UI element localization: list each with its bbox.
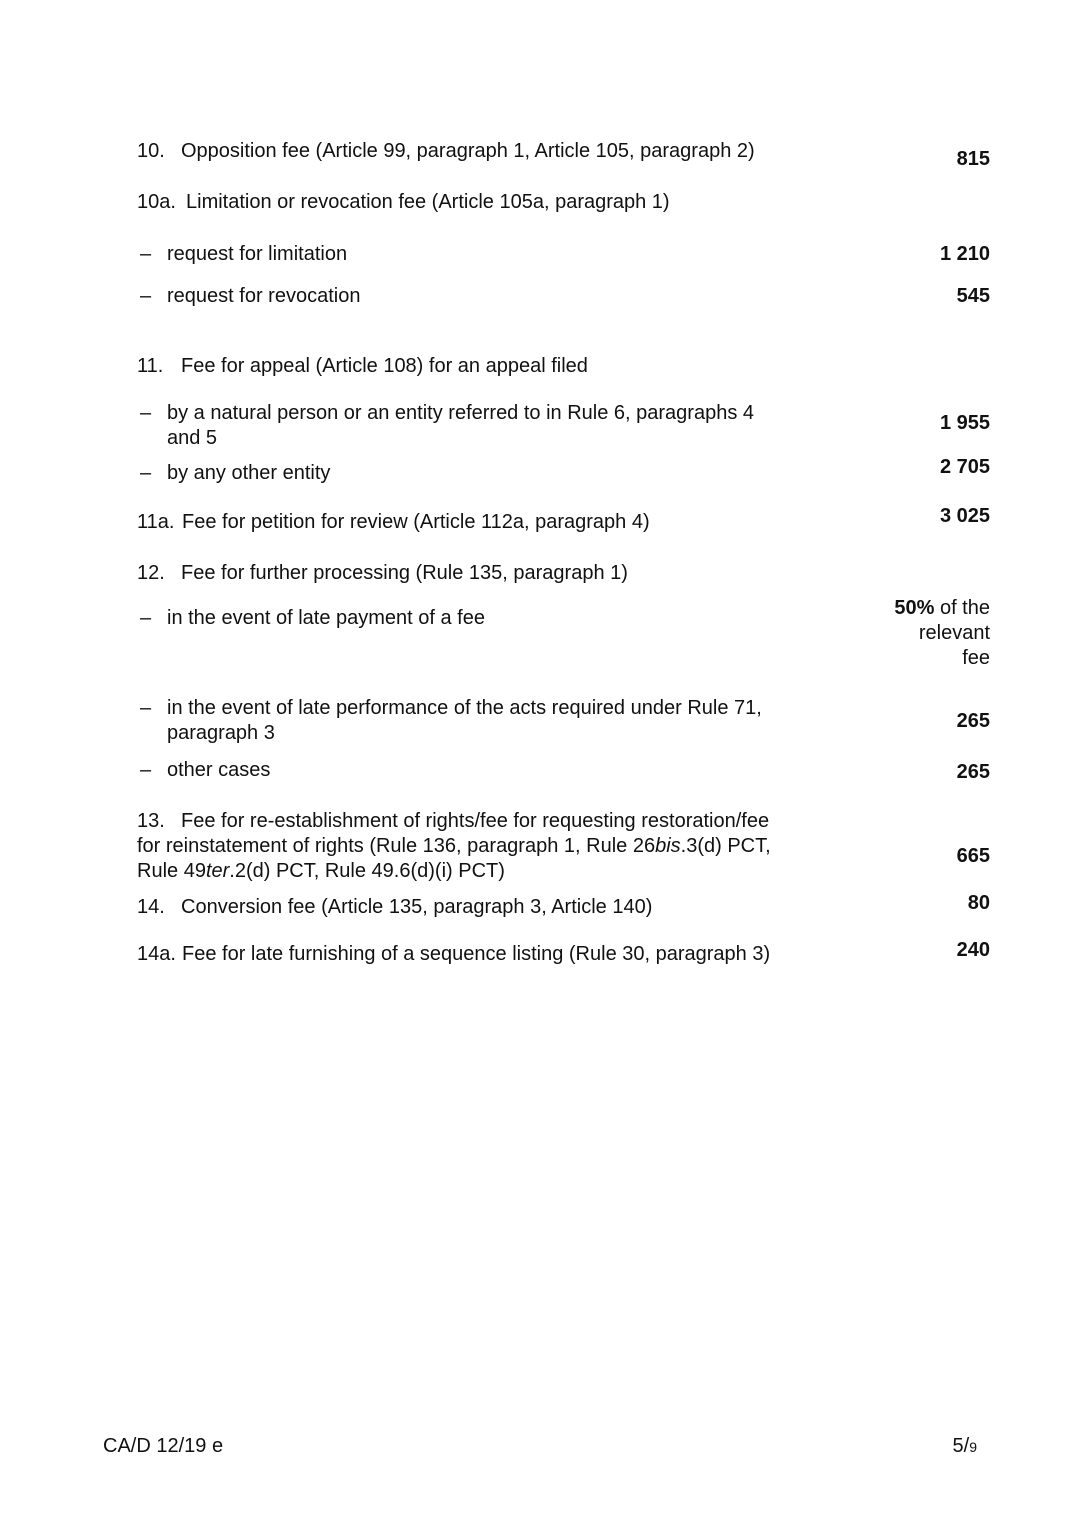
section-12-heading <box>137 561 628 586</box>
section-number: 13. <box>137 810 165 832</box>
section-number: 11. <box>137 355 164 377</box>
section-text: Limitation or revocation fee (Article 105a, paragraph 1) <box>186 191 670 213</box>
list-item-amount: 265 <box>956 761 990 783</box>
list-item-amount: 1 210 <box>939 243 990 265</box>
section-10-amount: 815 <box>956 148 990 170</box>
section-11a-heading <box>137 510 650 535</box>
list-dash: – <box>140 285 152 307</box>
italic-text: bis <box>655 835 681 857</box>
text-part: Rule 49 <box>137 860 206 882</box>
list-dash: – <box>140 243 152 265</box>
section-number: 10a. <box>137 191 176 213</box>
section-number: 10. <box>137 140 165 162</box>
percentage-value: 50% <box>894 597 935 619</box>
section-text: Fee for re-establishment of rights/fee for requesting restoration/fee <box>181 810 770 832</box>
section-14-amount: 80 <box>967 892 990 914</box>
text-part: .3(d) PCT, <box>680 835 771 857</box>
document-reference: CA/D 12/19 e <box>103 1435 224 1457</box>
list-item-text-continued: and 5 <box>167 427 218 449</box>
section-10-heading <box>137 139 755 164</box>
section-10a-heading <box>137 190 670 215</box>
list-item-amount: 265 <box>956 710 990 732</box>
percentage-text: relevant <box>918 622 990 644</box>
section-11-heading <box>137 354 588 379</box>
section-13-text-line2 <box>137 834 771 859</box>
section-text: Fee for petition for review (Article 112a, paragraph 4) <box>182 511 650 533</box>
list-item-amount: 2 705 <box>939 456 990 478</box>
section-number: 14a. <box>137 943 176 965</box>
section-11a-amount: 3 025 <box>939 505 990 527</box>
page-current: 5/ <box>952 1435 970 1457</box>
text-part: .2(d) PCT, Rule 49.6(d)(i) PCT) <box>229 860 505 882</box>
section-number: 14. <box>137 896 165 918</box>
percentage-text: of the <box>934 597 990 619</box>
section-text: Fee for appeal (Article 108) for an appeal filed <box>181 355 588 377</box>
page-number <box>953 1434 977 1460</box>
section-14a-amount: 240 <box>956 939 990 961</box>
list-item-amount-percentage <box>894 596 990 671</box>
list-dash: – <box>140 402 152 424</box>
list-item-amount: 545 <box>956 285 990 307</box>
list-dash: – <box>140 697 152 719</box>
page-total: 9 <box>969 1439 977 1455</box>
section-text: Conversion fee (Article 135, paragraph 3, Article 140) <box>181 896 653 918</box>
list-dash: – <box>140 607 152 629</box>
section-text: Opposition fee (Article 99, paragraph 1, Article 105, paragraph 2) <box>181 140 755 162</box>
section-number: 12. <box>137 562 165 584</box>
section-13-text-line3 <box>137 859 505 884</box>
list-dash: – <box>140 462 152 484</box>
list-item-text: request for limitation <box>167 243 348 265</box>
list-item-text: in the event of late performance of the acts required under Rule 71, <box>167 697 762 719</box>
list-item-text: by a natural person or an entity referred to in Rule 6, paragraphs 4 <box>167 402 755 424</box>
italic-text: ter <box>205 860 230 882</box>
section-13-amount: 665 <box>956 845 990 867</box>
list-item-amount: 1 955 <box>939 412 990 434</box>
list-item-text: other cases <box>167 759 271 781</box>
percentage-text: fee <box>962 647 990 669</box>
section-text: Fee for late furnishing of a sequence listing (Rule 30, paragraph 3) <box>182 943 771 965</box>
text-part: for reinstatement of rights (Rule 136, paragraph 1, Rule 26 <box>137 835 656 857</box>
section-text: Fee for further processing (Rule 135, paragraph 1) <box>181 562 628 584</box>
section-number: 11a. <box>137 511 175 533</box>
list-item-text-continued: paragraph 3 <box>167 722 275 744</box>
list-item-text: request for revocation <box>167 285 361 307</box>
section-14-heading <box>137 895 652 920</box>
list-dash: – <box>140 759 152 781</box>
section-14a-heading <box>137 942 770 967</box>
list-item-text: by any other entity <box>167 462 331 484</box>
section-13-heading <box>137 809 769 834</box>
list-item-text: in the event of late payment of a fee <box>167 607 485 629</box>
